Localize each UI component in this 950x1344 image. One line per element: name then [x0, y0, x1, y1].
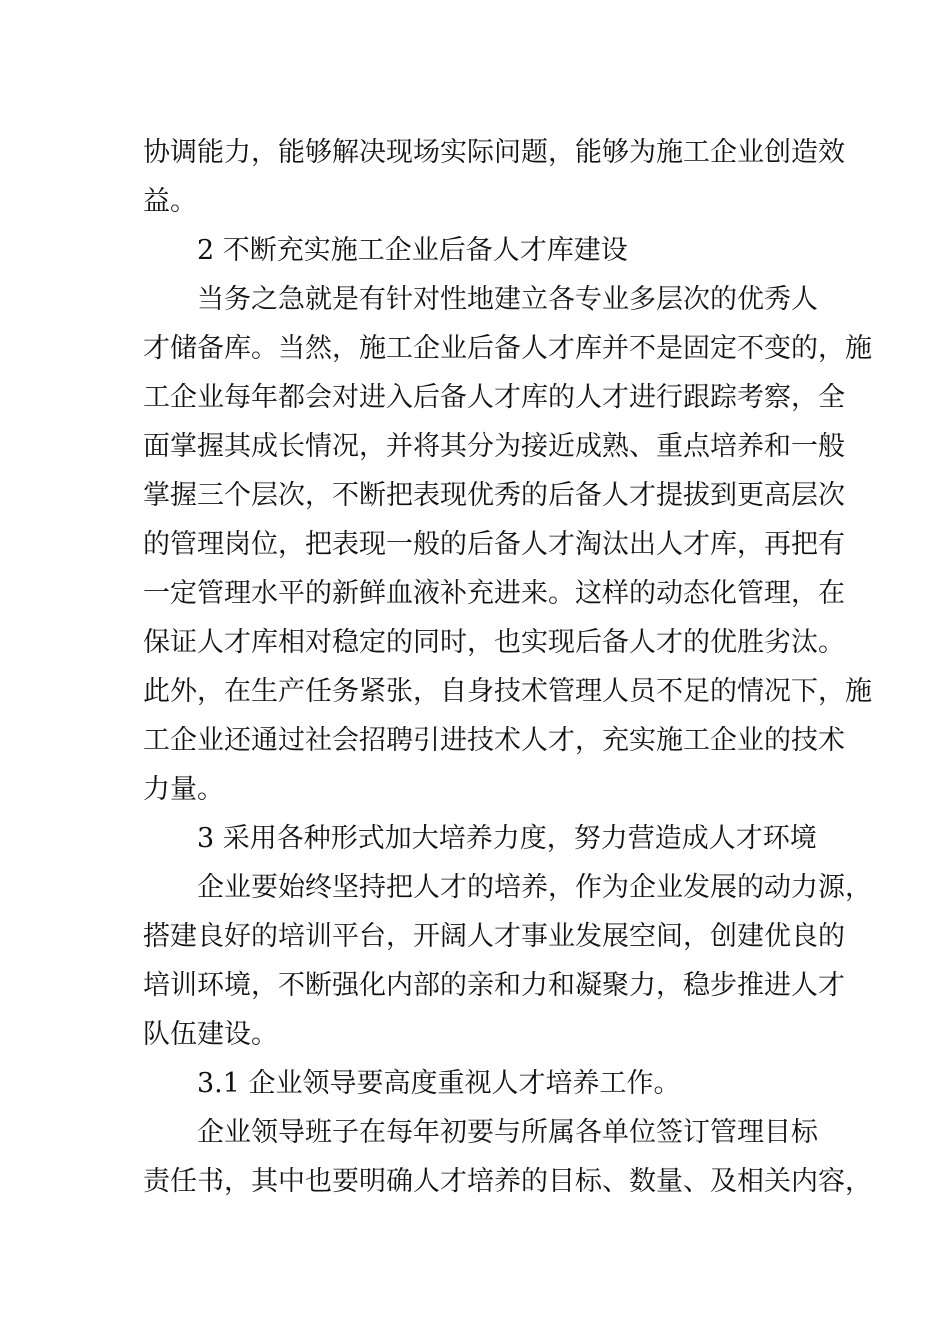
text-line: 企业要始终坚持把人才的培养，作为企业发展的动力源，: [197, 872, 872, 903]
text-line: 的管理岗位，把表现一般的后备人才淘汰出人才库，再把有: [143, 529, 845, 560]
text-line: 3.1 企业领导要高度重视人才培养工作。: [197, 1068, 681, 1099]
text-line: 企业领导班子在每年初要与所属各单位签订管理目标: [197, 1117, 818, 1148]
text-line: 益。: [143, 186, 197, 217]
text-line: 搭建良好的培训平台，开阔人才事业发展空间，创建优良的: [143, 921, 845, 952]
text-line: 当务之急就是有针对性地建立各专业多层次的优秀人: [197, 284, 818, 315]
text-line: 才储备库。当然，施工企业后备人才库并不是固定不变的，施: [143, 333, 872, 364]
text-line: 保证人才库相对稳定的同时，也实现后备人才的优胜劣汰。: [143, 627, 845, 658]
text-line: 一定管理水平的新鲜血液补充进来。这样的动态化管理，在: [143, 578, 845, 609]
text-line: 掌握三个层次，不断把表现优秀的后备人才提拔到更高层次: [143, 480, 845, 511]
text-line: 培训环境，不断强化内部的亲和力和凝聚力，稳步推进人才: [143, 970, 845, 1001]
text-line: 责任书，其中也要明确人才培养的目标、数量、及相关内容，: [143, 1166, 872, 1197]
document-body: [143, 128, 872, 1206]
text-line: 此外，在生产任务紧张，自身技术管理人员不足的情况下，施: [143, 676, 872, 707]
text-line: 协调能力，能够解决现场实际问题，能够为施工企业创造效: [143, 137, 845, 168]
text-line: 力量。: [143, 774, 224, 805]
text-line: 工企业还通过社会招聘引进技术人才，充实施工企业的技术: [143, 725, 845, 756]
text-line: 面掌握其成长情况，并将其分为接近成熟、重点培养和一般: [143, 431, 845, 462]
text-line: 3 采用各种形式加大培养力度，努力营造成人才环境: [197, 823, 817, 854]
text-line: 队伍建设。: [143, 1019, 278, 1050]
text-line: 2 不断充实施工企业后备人才库建设: [197, 235, 628, 266]
text-line: 工企业每年都会对进入后备人才库的人才进行跟踪考察，全: [143, 382, 845, 413]
